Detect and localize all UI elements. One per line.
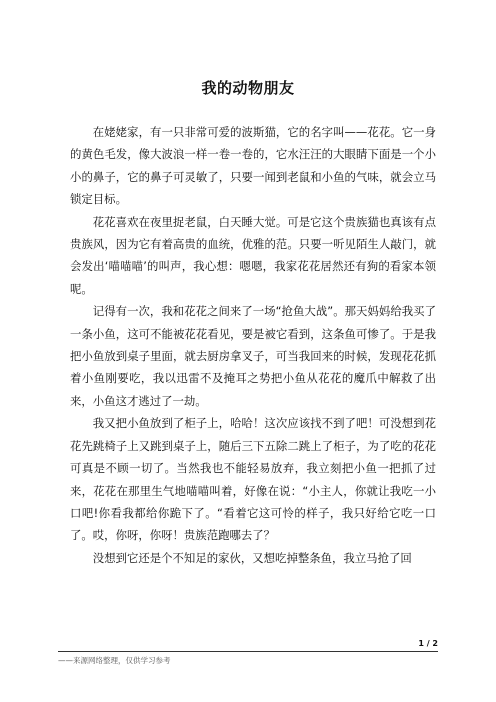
paragraph: 记得有一次，我和花花之间来了一场“抢鱼大战”。那天妈妈给我买了一条小鱼，这可不能被花花看见，要是被它看到，这条鱼可惨了。于是我把小鱼放到桌子里面，就去厨房拿叉子，可当我回来的时候，发现花花抓着小鱼刚要吃，我以迅雷不及掩耳之势把小鱼从花花的魔爪中解救了出来，小鱼这才逃过了一劫。 [70,304,436,408]
document-body [70,121,436,569]
footer-divider [58,651,438,652]
document-title: 我的动物朋友 [201,79,295,97]
paragraph: 我又把小鱼放到了柜子上，哈哈！这次应该找不到了吧！可没想到花花先跳椅子上又跳到桌子上，随后三下五除二跳上了柜子，为了吃的花花可真是不顾一切了。当然我也不能轻易放弃，我立刻把小鱼一把抓了过来，花花在那里生气地喵喵叫着，好像在说：“小主人，你就让我吃一小口吧!你看我都给你跪下了。“看着它这可怜的样子，我只好给它吃一口了。哎，你呀，你呀！贵族范跑哪去了？ [70,416,436,543]
page-number: 1 / 2 [418,639,438,648]
paragraph: 在姥姥家，有一只非常可爱的波斯猫，它的名字叫——花花。它一身的黄色毛发，像大波浪一样一卷一卷的，它水汪汪的大眼睛下面是一个小小的鼻子，它的鼻子可灵敏了，只要一闻到老鼠和小鱼的气味，就会立马锁定目标。 [70,125,436,207]
paragraph: 没想到它还是个不知足的家伙，又想吃掉整条鱼，我立马抢了回 [92,550,412,565]
paragraph: 花花喜欢在夜里捉老鼠，白天睡大觉。可是它这个贵族猫也真该有点贵族风，因为它有着高贵的血统，优雅的范。只要一听见陌生人敲门，就会发出‘喵喵喵’的叫声，我心想：嗯嗯，我家花花居然还有狗的看家本领呢。 [70,214,436,296]
footer-note: ——来源网络整理，仅供学习参考 [58,656,171,665]
